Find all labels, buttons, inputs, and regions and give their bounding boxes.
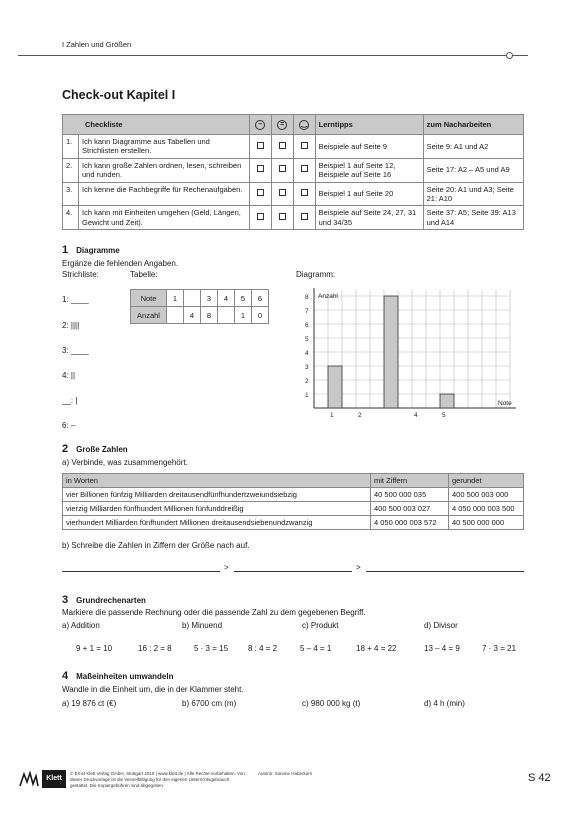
checkbox[interactable] xyxy=(279,213,286,220)
answer-line[interactable] xyxy=(234,571,352,572)
y-tick-label: 3 xyxy=(305,364,309,371)
task3-heading: 3 Grundrechenarten xyxy=(62,594,146,606)
answer-line[interactable] xyxy=(366,571,524,572)
checklist-row: 2. Ich kann große Zahlen ordnen, lesen, schreiben und runden. Beispiel 1 auf Seite 12, Beispiele auf Seite 16 Seite 17: A2 – A5 und A9 xyxy=(63,158,524,182)
x-tick-label: 5 xyxy=(442,412,446,419)
table-row: vierhundert Milliarden fünfhundert Millionen dreitausendsiebenundzwanzig 4 050 000 003 572 40 500 000 000 xyxy=(63,516,524,530)
task3-label-d: d) Divisor xyxy=(424,621,458,630)
y-tick-label: 1 xyxy=(305,392,309,399)
table-row: vier Billionen fünfzig Milliarden dreitausendfünfhundertzweiundsiebzig 40 500 000 035 400 500 003 000 xyxy=(63,488,524,502)
numbers-table: in Worten mit Ziffern gerundet vier Billionen fünfzig Milliarden dreitausendfünfhundertzweiundsiebzig 40 500 000 035 400 500 003 000 vierzig Milliarden fünfhundert Millionen fünfunddreißig 400 500 003 027 4 050 000 003 500 vierhundert Milliarden fünfhundert Millionen dreitausendsiebenundzwanzig 4 050 000 003 572 40 500 000 000 xyxy=(62,473,524,530)
checkbox[interactable] xyxy=(279,165,286,172)
header-rule xyxy=(18,55,528,56)
checkbox[interactable] xyxy=(301,189,308,196)
neutral-face-icon: = xyxy=(277,120,287,130)
strichliste-label: Strichliste: xyxy=(62,270,99,279)
header-rule-dot xyxy=(506,52,513,59)
task3-label-c: c) Produkt xyxy=(302,621,339,630)
task4-instruction: Wandle in die Einheit um, die in der Klammer steht. xyxy=(62,685,244,694)
y-tick-label: 8 xyxy=(305,294,309,301)
author-text: Autorin: Simone Haberkorn xyxy=(258,771,313,776)
y-axis-label: Anzahl xyxy=(318,293,338,300)
task4-heading: 4 Maßeinheiten umwandeln xyxy=(62,670,174,682)
greater-than: > xyxy=(224,563,229,572)
task4-item-c: c) 980 000 kg (t) xyxy=(302,699,361,708)
diagramm-label: Diagramm: xyxy=(296,270,336,279)
bar xyxy=(440,394,454,408)
task3-label-a: a) Addition xyxy=(62,621,100,630)
strich-item: 6: – xyxy=(62,421,76,430)
page-title: Check-out Kapitel I xyxy=(62,88,176,102)
checklist-row: 1. Ich kann Diagramme aus Tabellen und Strichlisten erstellen. Beispiele auf Seite 9 Seite 9: A1 und A2 xyxy=(63,135,524,159)
y-tick-label: 6 xyxy=(305,322,309,329)
checkbox[interactable] xyxy=(279,142,286,149)
rework-header: zum Nacharbeiten xyxy=(423,115,523,135)
tips-header: Lerntipps xyxy=(315,115,423,135)
checkbox[interactable] xyxy=(279,189,286,196)
task3-label-b: b) Minuend xyxy=(182,621,223,630)
calc-option[interactable]: 7 · 3 = 21 xyxy=(482,644,517,653)
y-tick-label: 5 xyxy=(305,336,309,343)
task4-item-b: b) 6700 cm (m) xyxy=(182,699,237,708)
checkbox[interactable] xyxy=(301,213,308,220)
strich-item: 3: ____ xyxy=(62,346,89,355)
x-tick-label: 2 xyxy=(358,412,362,419)
copyright-text: © Ernst Klett Verlag GmbH, Stuttgart 2019 | www.klett.de | Alle Rechte vorbehalten. Von dieser Druckvorlage ist die Vervielfältigung für den eigenen Unterrichtsgebrauch gestattet. Die Kopiergebühren sind abgegolten. xyxy=(70,771,245,788)
grade-table: Note 1 3 4 5 6 Anzahl 4 8 1 0 xyxy=(130,289,269,324)
checklist-header: Checkliste xyxy=(63,115,250,135)
task2-b: b) Schreibe die Zahlen in Ziffern der Größe nach auf. xyxy=(62,541,250,550)
greater-than: > xyxy=(356,563,361,572)
table-row: vierzig Milliarden fünfhundert Millionen fünfunddreißig 400 500 003 027 4 050 000 003 500 xyxy=(63,502,524,516)
checkbox[interactable] xyxy=(257,142,264,149)
calc-option[interactable]: 16 : 2 = 8 xyxy=(138,644,172,653)
happy-face-icon: ‿ xyxy=(299,120,309,130)
strich-item: 1: ____ xyxy=(62,295,89,304)
tabelle-label: Tabelle: xyxy=(130,270,158,279)
checkbox[interactable] xyxy=(301,142,308,149)
task4-item-d: d) 4 h (min) xyxy=(424,699,465,708)
bar xyxy=(328,366,342,408)
task2-a: a) Verbinde, was zusammengehört. xyxy=(62,458,188,467)
answer-line[interactable] xyxy=(62,571,220,572)
checkbox[interactable] xyxy=(257,213,264,220)
checklist-row: 4. Ich kann mit Einheiten umgehen (Geld, Längen, Gewicht und Zeit). Beispiele auf Seite 24, 27, 31 und 34/35 Seite 37: A5; Seite 39: A13 und A14 xyxy=(63,206,524,230)
klett-logo-icon xyxy=(18,770,40,788)
x-axis-label: Note xyxy=(498,400,512,407)
checkbox[interactable] xyxy=(257,189,264,196)
strich-item: __: | xyxy=(62,396,78,405)
y-tick-label: 4 xyxy=(305,350,309,357)
y-tick-label: 7 xyxy=(305,308,309,315)
task4-item-a: a) 19 876 ct (€) xyxy=(62,699,117,708)
bar-chart xyxy=(296,284,524,424)
calc-option[interactable]: 8 : 4 = 2 xyxy=(248,644,278,653)
x-tick-label: 4 xyxy=(414,412,418,419)
task1-instruction: Ergänze die fehlenden Angaben. xyxy=(62,259,179,268)
running-head: I Zahlen und Größen xyxy=(62,40,132,49)
strich-item: 2: |||| xyxy=(62,321,80,330)
strich-item: 4: || xyxy=(62,371,76,380)
sad-face-icon: – xyxy=(255,120,265,130)
klett-wordmark: Klett xyxy=(42,770,66,788)
checkbox[interactable] xyxy=(257,165,264,172)
task1-heading: 1 Diagramme xyxy=(62,244,120,256)
calc-option[interactable]: 13 – 4 = 9 xyxy=(424,644,460,653)
y-tick-label: 2 xyxy=(305,378,309,385)
checkbox[interactable] xyxy=(301,165,308,172)
checklist-row: 3. Ich kenne die Fachbegriffe für Rechenaufgaben. Beispiel 1 auf Seite 20 Seite 20: A1 und A3; Seite 21: A10 xyxy=(63,182,524,206)
task3-instruction: Markiere die passende Rechnung oder die passende Zahl zu dem gegebenen Begriff. xyxy=(62,608,366,617)
page-number: S 42 xyxy=(528,772,551,784)
calc-option[interactable]: 18 + 4 = 22 xyxy=(356,644,397,653)
checklist-table xyxy=(62,114,524,230)
bar xyxy=(384,296,398,408)
calc-option[interactable]: 9 + 1 = 10 xyxy=(76,644,113,653)
task2-heading: 2 Große Zahlen xyxy=(62,443,128,455)
x-tick-label: 1 xyxy=(330,412,334,419)
calc-option[interactable]: 5 – 4 = 1 xyxy=(300,644,332,653)
calc-option[interactable]: 5 · 3 = 15 xyxy=(194,644,229,653)
